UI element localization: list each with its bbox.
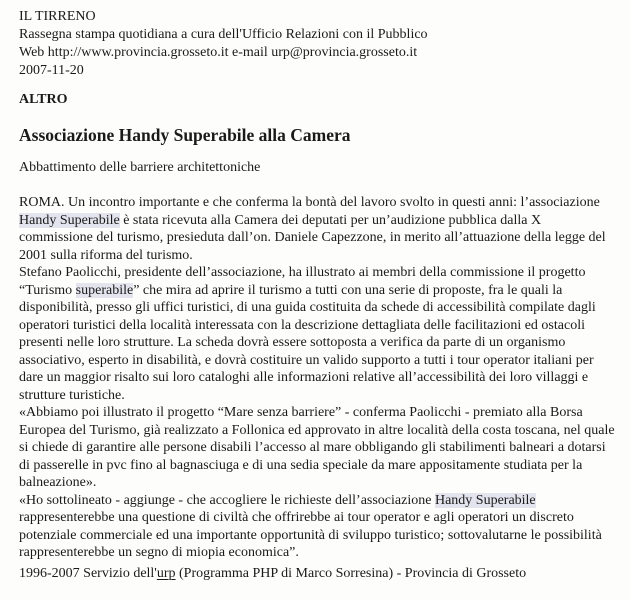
body-line: associativo, esperto in disabilità, e dovrà costituire un valido supporto a tutti i tour operator italiani per: [19, 352, 594, 368]
body-line: Handy Superabile è stata ricevuta alla Camera dei deputati per un’audizione pubblica dalla X: [19, 212, 542, 228]
article-body: [19, 194, 621, 562]
body-line: strutture turistiche.: [19, 387, 125, 403]
newspaper-name: IL TIRRENO: [19, 9, 96, 24]
body-line: Stefano Paolicchi, presidente dell’associazione, ha illustrato ai membri della commissione il progetto: [19, 265, 586, 280]
body-line: rappresenterebbe un segno di miopia economica”.: [19, 545, 299, 560]
body-line: si chiede di garantire alle persone disabili l’accesso al mare obbligando gli stabilimenti balneari a dotarsi: [19, 440, 606, 455]
body-line: operatori turistici della località interessata con la descrizione dettagliata delle facilitazioni ed ostacoli: [19, 317, 585, 333]
body-line: ROMA. Un incontro importante e che conferma la bontà del lavoro svolto in questi anni: l’associazione: [19, 195, 600, 210]
body-line: balneazione».: [19, 475, 97, 490]
body-line: disponibilità, presso gli uffici turistici, di una guida costituita da schede di accessibilità compilate dagli: [19, 300, 596, 315]
body-line: «Ho sottolineato - aggiunge - che accogliere le richieste dell’associazione Handy Superabile: [19, 492, 536, 508]
body-line: «Abbiamo poi illustrato il progetto “Mare senza barriere” - conferma Paolicchi - premiato alla Borsa: [19, 405, 583, 420]
body-line: Europea del Turismo, già realizzato a Follonica ed approvato in altre località della costa toscana, nel quale: [19, 422, 615, 438]
urp-term: urp: [156, 566, 176, 581]
body-line: potenziale commerciale ed una importante opportunità di sviluppo turistico; sottovalutarne le possibilità: [19, 527, 602, 543]
contact-line: Web http://www.provincia.grosseto.it e-mail urp@provincia.grosseto.it: [19, 45, 418, 60]
footer-credit: 1996-2007 Servizio dell'urp (Programma PHP di Marco Sorresina) - Provincia di Grosseto: [19, 566, 527, 581]
body-line: presenti nelle loro strutture. La scheda dovrà essere sottoposta a verifica da parte di un organismo: [19, 335, 566, 350]
body-line: dare un maggior risalto sui loro cataloghi alle informazioni relative all’accessibilità dei loro villaggi e: [19, 370, 589, 385]
article-headline: Associazione Handy Superabile alla Camera: [19, 125, 351, 145]
article-subtitle: Abbattimento delle barriere architettoniche: [19, 160, 261, 175]
body-line: rappresenterebbe una questione di civiltà che offrirebbe ai tour operator e agli operatori un discreto: [19, 510, 574, 525]
body-line: “Turismo superabile” che mira ad aprire il turismo a tutti con una serie di proposte, fra le quali la: [19, 282, 563, 298]
body-line: di passerelle in pvc fino al bagnasciuga e di una sedia speciale da mare appositamente studiata per la: [19, 457, 583, 473]
body-line: 2001 sulla riforma del turismo.: [19, 247, 193, 263]
press-review-note: Rassegna stampa quotidiana a cura dell'Ufficio Relazioni con il Pubblico: [19, 27, 428, 42]
section-label: ALTRO: [19, 92, 68, 107]
highlighted-term: superabile: [75, 282, 134, 298]
body-line: commissione del turismo, presieduta dall’on. Daniele Capezzone, in merito all’attuazione della legge del: [19, 230, 606, 245]
highlighted-term: Handy Superabile: [19, 212, 120, 228]
publication-date: 2007-11-20: [19, 63, 84, 78]
masthead: [19, 8, 428, 80]
highlighted-term: Handy Superabile: [434, 492, 536, 508]
